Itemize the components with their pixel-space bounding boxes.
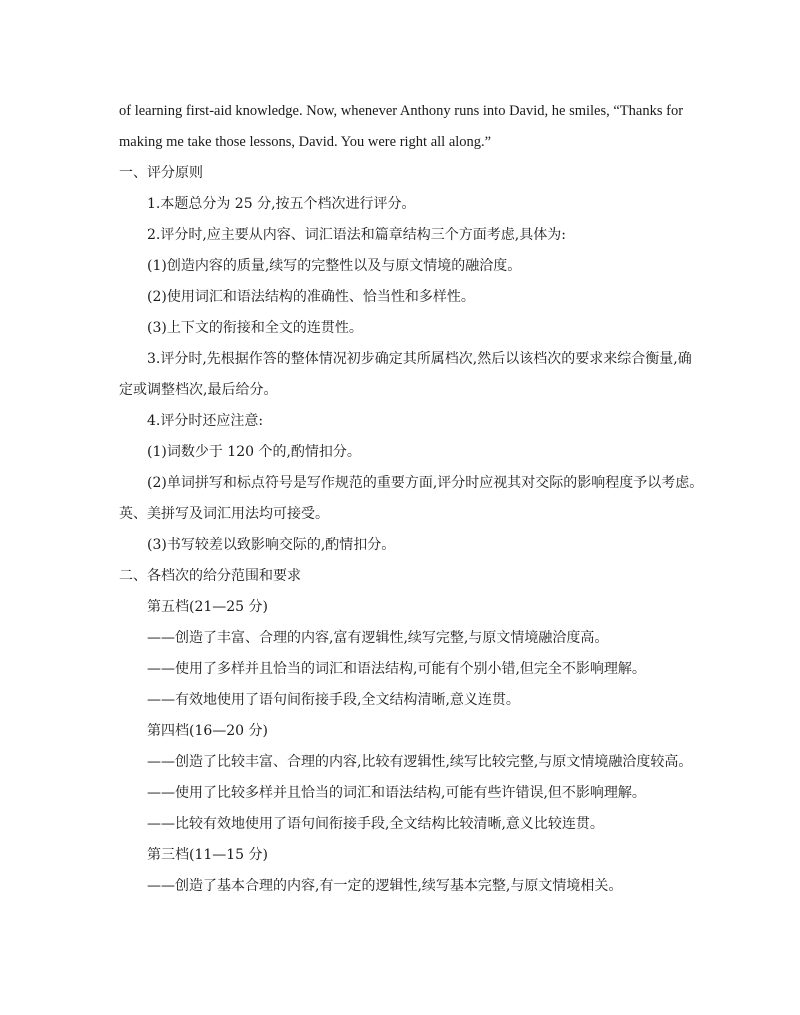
rule-subitem: (1)创造内容的质量,续写的完整性以及与原文情境的融洽度。: [147, 258, 522, 274]
rule-item-continuation: 定或调整档次,最后给分。: [119, 382, 278, 398]
rule-item: 2.评分时,应主要从内容、词汇语法和篇章结构三个方面考虑,具体为:: [147, 227, 566, 243]
rule-subitem: (2)使用词汇和语法结构的准确性、恰当性和多样性。: [147, 289, 475, 305]
section-heading-grade-ranges: 二、各档次的给分范围和要求: [119, 568, 301, 584]
rule-subitem: (3)书写较差以致影响交际的,酌情扣分。: [147, 537, 396, 553]
rule-subitem-continuation: 英、美拼写及词汇用法均可接受。: [119, 506, 329, 522]
grade-requirement: ——创造了丰富、合理的内容,富有逻辑性,续写完整,与原文情境融洽度高。: [147, 630, 609, 646]
story-text-line: making me take those lessons, David. You were right all along.”: [119, 134, 492, 150]
rule-item: 3.评分时,先根据作答的整体情况初步确定其所属档次,然后以该档次的要求来综合衡量,确: [147, 351, 692, 367]
rule-subitem: (3)上下文的衔接和全文的连贯性。: [147, 320, 363, 336]
grade-requirement: ——有效地使用了语句间衔接手段,全文结构清晰,意义连贯。: [147, 692, 520, 708]
story-text-line: of learning first-aid knowledge. Now, whenever Anthony runs into David, he smiles, “Thanks for: [119, 103, 684, 119]
grade-requirement: ——创造了基本合理的内容,有一定的逻辑性,续写基本完整,与原文情境相关。: [147, 878, 623, 894]
grade-requirement: ——创造了比较丰富、合理的内容,比较有逻辑性,续写比较完整,与原文情境融洽度较高。: [147, 754, 693, 770]
grade-heading-third: 第三档(11—15 分): [147, 847, 269, 863]
grade-requirement: ——使用了比较多样并且恰当的词汇和语法结构,可能有些许错误,但不影响理解。: [147, 785, 646, 801]
grade-requirement: ——比较有效地使用了语句间衔接手段,全文结构比较清晰,意义比较连贯。: [147, 816, 604, 832]
grade-heading-fifth: 第五档(21—25 分): [147, 599, 269, 615]
rule-subitem: (2)单词拼写和标点符号是写作规范的重要方面,评分时应视其对交际的影响程度予以考虑。: [147, 475, 704, 491]
rule-item: 4.评分时还应注意:: [147, 413, 264, 429]
grade-heading-fourth: 第四档(16—20 分): [147, 723, 269, 739]
section-heading-scoring-principles: 一、评分原则: [119, 165, 203, 181]
rule-subitem: (1)词数少于 120 个的,酌情扣分。: [147, 444, 361, 460]
rule-item: 1.本题总分为 25 分,按五个档次进行评分。: [147, 196, 416, 212]
grade-requirement: ——使用了多样并且恰当的词汇和语法结构,可能有个别小错,但完全不影响理解。: [147, 661, 646, 677]
